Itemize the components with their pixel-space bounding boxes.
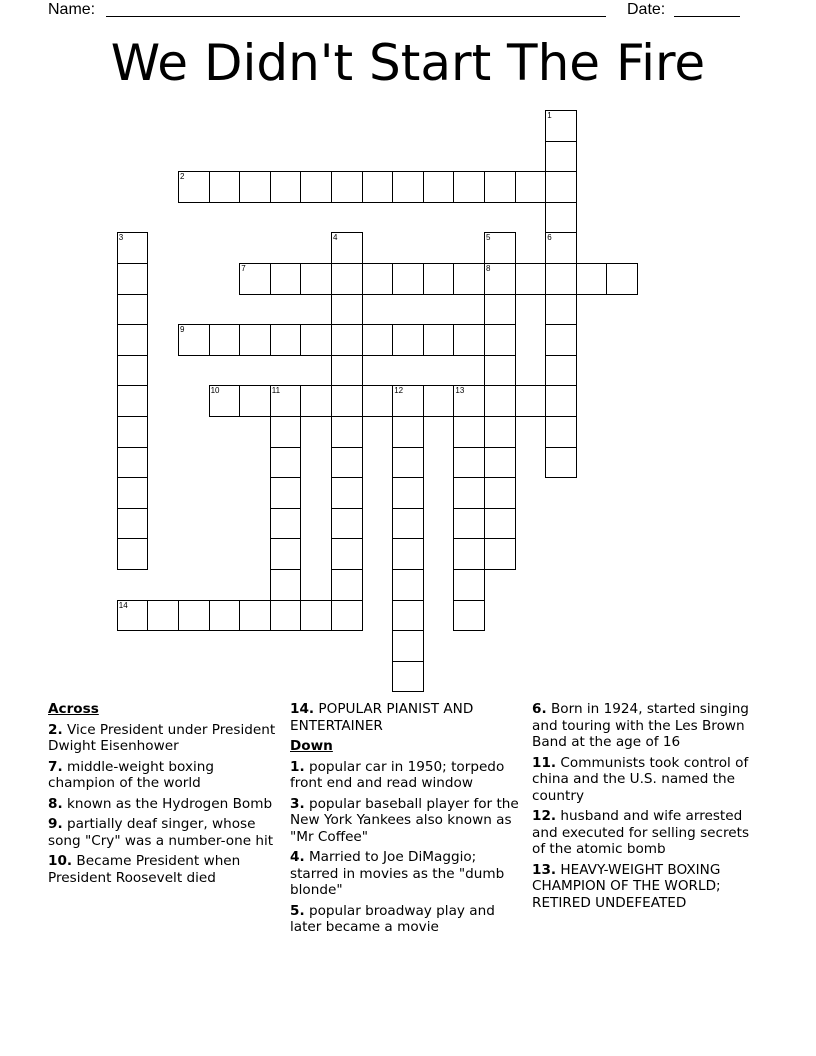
- grid-cell[interactable]: [392, 569, 424, 601]
- grid-cell[interactable]: [545, 232, 577, 264]
- grid-cell[interactable]: [117, 477, 149, 509]
- grid-cell[interactable]: [453, 263, 485, 295]
- clues-column-1: [48, 701, 280, 890]
- grid-cell[interactable]: [545, 416, 577, 448]
- cell-number: 8: [486, 264, 491, 273]
- grid-cell[interactable]: [545, 324, 577, 356]
- grid-cell[interactable]: [392, 447, 424, 479]
- clues-column-2: [290, 701, 522, 940]
- grid-cell[interactable]: [545, 171, 577, 203]
- grid-cell[interactable]: [453, 600, 485, 632]
- grid-cell[interactable]: [178, 600, 210, 632]
- grid-cell[interactable]: [453, 508, 485, 540]
- grid-cell[interactable]: [545, 263, 577, 295]
- down-clue: 11. Communists took control of china and the U.S. named the country: [532, 754, 749, 804]
- grid-cell[interactable]: [209, 171, 241, 203]
- grid-cell[interactable]: [239, 171, 271, 203]
- cell-number: 5: [486, 233, 491, 243]
- down-clue: 13. HEAVY-WEIGHT BOXING CHAMPION OF THE WORLD; RETIRED UNDEFEATED: [532, 861, 721, 911]
- grid-cell[interactable]: [178, 171, 210, 203]
- clues-column-3: [532, 701, 764, 915]
- grid-cell[interactable]: [117, 447, 149, 479]
- grid-cell[interactable]: [453, 385, 485, 417]
- grid-cell[interactable]: [331, 416, 363, 448]
- across-clue: 7. middle-weight boxing champion of the world: [48, 758, 215, 791]
- grid-cell[interactable]: [239, 324, 271, 356]
- grid-cell[interactable]: [484, 263, 516, 295]
- grid-cell[interactable]: [392, 600, 424, 632]
- grid-cell[interactable]: [270, 447, 302, 479]
- grid-cell[interactable]: [453, 171, 485, 203]
- across-clue: 14. POPULAR PIANIST AND ENTERTAINER: [290, 701, 474, 734]
- grid-cell[interactable]: [423, 385, 455, 417]
- grid-cell[interactable]: [331, 263, 363, 295]
- grid-cell[interactable]: [484, 416, 516, 448]
- grid-cell[interactable]: [117, 294, 149, 326]
- grid-cell[interactable]: [362, 324, 394, 356]
- grid-cell[interactable]: [331, 508, 363, 540]
- grid-cell[interactable]: [484, 447, 516, 479]
- grid-cell[interactable]: [117, 263, 149, 295]
- grid-cell[interactable]: [453, 447, 485, 479]
- grid-cell[interactable]: [362, 171, 394, 203]
- grid-cell[interactable]: [117, 232, 149, 264]
- grid-cell[interactable]: [270, 600, 302, 632]
- grid-cell[interactable]: [606, 263, 638, 295]
- grid-cell[interactable]: [209, 324, 241, 356]
- name-label: Name:: [48, 1, 96, 18]
- grid-cell[interactable]: [392, 263, 424, 295]
- grid-cell[interactable]: [484, 508, 516, 540]
- grid-cell[interactable]: [270, 263, 302, 295]
- down-heading: Down: [290, 738, 333, 754]
- grid-cell[interactable]: [545, 294, 577, 326]
- grid-cell[interactable]: [300, 600, 332, 632]
- cell-number: 7: [241, 264, 246, 273]
- grid-cell[interactable]: [484, 385, 516, 417]
- grid-cell[interactable]: [331, 538, 363, 570]
- down-clue: 6. Born in 1924, started singing and touring with the Les Brown Band at the age of 16: [532, 701, 749, 750]
- grid-cell[interactable]: [270, 385, 302, 417]
- grid-cell[interactable]: [484, 538, 516, 570]
- down-clue: 3. popular baseball player for the New York Yankees also known as "Mr Coffee": [290, 795, 519, 845]
- grid-cell[interactable]: [545, 202, 577, 234]
- grid-cell[interactable]: [392, 385, 424, 417]
- grid-cell[interactable]: [484, 171, 516, 203]
- grid-cell[interactable]: [331, 477, 363, 509]
- grid-cell[interactable]: [423, 263, 455, 295]
- grid-cell[interactable]: [392, 477, 424, 509]
- grid-cell[interactable]: [147, 600, 179, 632]
- grid-cell[interactable]: [331, 385, 363, 417]
- grid-cell[interactable]: [270, 416, 302, 448]
- grid-cell[interactable]: [117, 600, 149, 632]
- down-clue: 12. husband and wife arrested and executed for selling secrets of the atomic bomb: [532, 808, 750, 857]
- grid-cell[interactable]: [331, 600, 363, 632]
- grid-cell[interactable]: [209, 600, 241, 632]
- grid-cell[interactable]: [117, 355, 149, 387]
- grid-cell[interactable]: [117, 508, 149, 540]
- grid-cell[interactable]: [545, 355, 577, 387]
- grid-cell[interactable]: [239, 263, 271, 295]
- cell-number: 10: [210, 386, 220, 396]
- grid-cell[interactable]: [484, 355, 516, 387]
- grid-cell[interactable]: [117, 538, 149, 570]
- cell-number: 1: [547, 111, 552, 120]
- cell-number: 11: [271, 386, 281, 396]
- grid-cell[interactable]: [515, 263, 547, 295]
- grid-cell[interactable]: [117, 385, 149, 417]
- grid-cell[interactable]: [545, 385, 577, 417]
- cell-number: 12: [394, 386, 404, 396]
- grid-cell[interactable]: [239, 385, 271, 417]
- grid-cell[interactable]: [331, 294, 363, 326]
- cell-number: 4: [333, 233, 338, 243]
- date-label: Date:: [627, 1, 666, 18]
- grid-cell[interactable]: [392, 416, 424, 448]
- cell-number: 14: [118, 600, 128, 610]
- grid-cell[interactable]: [270, 508, 302, 540]
- grid-cell[interactable]: [484, 294, 516, 326]
- grid-cell[interactable]: [209, 385, 241, 417]
- grid-cell[interactable]: [392, 630, 424, 662]
- across-clue: 10. Became President when President Roosevelt died: [48, 853, 241, 886]
- grid-cell[interactable]: [331, 232, 363, 264]
- across-heading: Across: [48, 701, 99, 717]
- grid-cell[interactable]: [117, 324, 149, 356]
- across-clue: 2. Vice President under President Dwight Eisenhower: [48, 721, 276, 754]
- grid-cell[interactable]: [545, 141, 577, 173]
- grid-cell[interactable]: [270, 324, 302, 356]
- grid-cell[interactable]: [178, 324, 210, 356]
- grid-cell[interactable]: [484, 232, 516, 264]
- grid-cell[interactable]: [392, 171, 424, 203]
- grid-cell[interactable]: [545, 447, 577, 479]
- down-clue: 5. popular broadway play and later became a movie: [290, 902, 495, 935]
- cell-number: 2: [180, 172, 185, 182]
- grid-cell[interactable]: [239, 600, 271, 632]
- grid-cell[interactable]: [300, 324, 332, 356]
- grid-cell[interactable]: [484, 324, 516, 356]
- grid-cell[interactable]: [515, 385, 547, 417]
- across-clue: 9. partially deaf singer, whose song "Cry" was a number-one hit: [48, 816, 274, 849]
- grid-cell[interactable]: [392, 661, 424, 693]
- grid-cell[interactable]: [484, 477, 516, 509]
- down-clue: 1. popular car in 1950; torpedo front end and read window: [290, 758, 505, 791]
- grid-cell[interactable]: [331, 569, 363, 601]
- grid-cell[interactable]: [331, 324, 363, 356]
- cell-number: 13: [455, 386, 465, 396]
- grid-cell[interactable]: [331, 447, 363, 479]
- puzzle-title: We Didn't Start The Fire: [110, 34, 706, 92]
- grid-cell[interactable]: [453, 477, 485, 509]
- cell-number: 3: [118, 233, 124, 243]
- grid-cell[interactable]: [331, 355, 363, 387]
- grid-cell[interactable]: [270, 171, 302, 203]
- cell-number: 6: [547, 233, 552, 243]
- grid-cell[interactable]: [331, 171, 363, 203]
- grid-cell[interactable]: [576, 263, 608, 295]
- grid-cell[interactable]: [362, 263, 394, 295]
- grid-cell[interactable]: [453, 569, 485, 601]
- grid-cell[interactable]: [515, 171, 547, 203]
- grid-cell[interactable]: [300, 263, 332, 295]
- grid-cell[interactable]: [362, 385, 394, 417]
- grid-cell[interactable]: [117, 416, 149, 448]
- grid-cell[interactable]: [423, 324, 455, 356]
- grid-cell[interactable]: [453, 538, 485, 570]
- grid-cell[interactable]: [300, 171, 332, 203]
- grid-cell[interactable]: [423, 171, 455, 203]
- grid-cell[interactable]: [545, 110, 577, 142]
- across-clue: 8. known as the Hydrogen Bomb: [48, 795, 273, 812]
- grid-cell[interactable]: [270, 477, 302, 509]
- grid-cell[interactable]: [453, 416, 485, 448]
- down-clue: 4. Married to Joe DiMaggio; starred in movies as the "dumb blonde": [290, 849, 505, 898]
- grid-cell[interactable]: [453, 324, 485, 356]
- grid-cell[interactable]: [270, 538, 302, 570]
- cell-number: 9: [180, 325, 185, 335]
- grid-cell[interactable]: [392, 324, 424, 356]
- grid-cell[interactable]: [300, 385, 332, 417]
- grid-cell[interactable]: [270, 569, 302, 601]
- grid-cell[interactable]: [392, 508, 424, 540]
- grid-cell[interactable]: [392, 538, 424, 570]
